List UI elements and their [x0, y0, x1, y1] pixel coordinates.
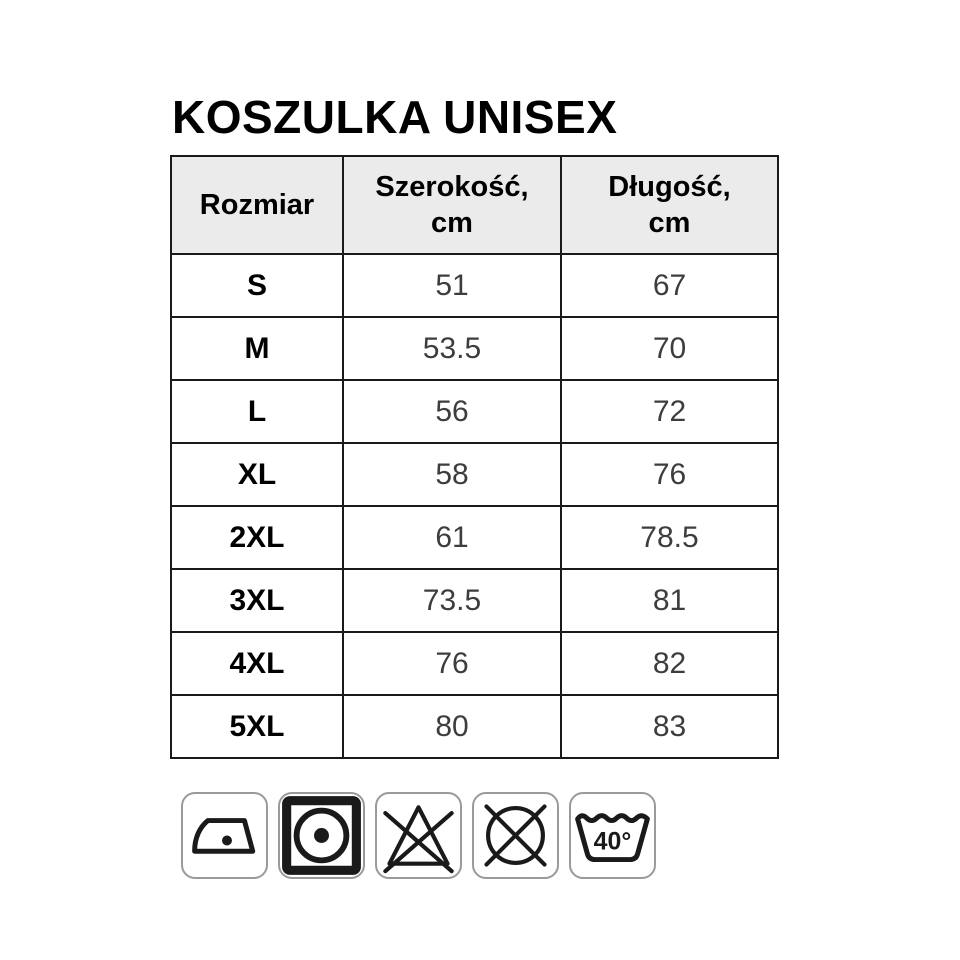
length-cell: 70	[561, 317, 778, 380]
table-row	[171, 254, 778, 317]
do-not-bleach-icon	[375, 792, 462, 879]
table-row	[171, 380, 778, 443]
table-row	[171, 443, 778, 506]
size-cell: M	[171, 317, 343, 380]
table-row	[171, 569, 778, 632]
table-row	[171, 317, 778, 380]
width-cell: 51	[343, 254, 561, 317]
size-cell: 5XL	[171, 695, 343, 758]
size-cell: 4XL	[171, 632, 343, 695]
length-cell: 83	[561, 695, 778, 758]
size-cell: S	[171, 254, 343, 317]
page-title: KOSZULKA UNISEX	[172, 91, 618, 143]
width-cell: 53.5	[343, 317, 561, 380]
table-row	[171, 632, 778, 695]
width-cell: 61	[343, 506, 561, 569]
size-table	[170, 155, 779, 759]
width-cell: 80	[343, 695, 561, 758]
care-icons-row	[181, 792, 656, 879]
table-header-row	[171, 156, 778, 254]
column-header-length-label: Długość,	[608, 170, 731, 203]
length-cell: 78.5	[561, 506, 778, 569]
column-header-length	[561, 156, 778, 254]
column-header-length-unit: cm	[648, 207, 691, 239]
size-cell: L	[171, 380, 343, 443]
size-cell: XL	[171, 443, 343, 506]
width-cell: 76	[343, 632, 561, 695]
column-header-size	[171, 156, 343, 254]
wash-temperature-label: 40°	[593, 827, 632, 856]
column-header-size-label: Rozmiar	[199, 188, 315, 221]
size-cell: 2XL	[171, 506, 343, 569]
do-not-dry-clean-icon	[472, 792, 559, 879]
length-cell: 72	[561, 380, 778, 443]
wash-40-degrees-icon	[569, 792, 656, 879]
length-cell: 76	[561, 443, 778, 506]
width-cell: 73.5	[343, 569, 561, 632]
table-row	[171, 695, 778, 758]
column-header-width-label: Szerokość,	[375, 170, 529, 203]
length-cell: 82	[561, 632, 778, 695]
size-cell: 3XL	[171, 569, 343, 632]
length-cell: 67	[561, 254, 778, 317]
table-row	[171, 506, 778, 569]
length-cell: 81	[561, 569, 778, 632]
width-cell: 56	[343, 380, 561, 443]
column-header-width-unit: cm	[431, 207, 473, 239]
column-header-width	[343, 156, 561, 254]
tumble-dry-icon	[278, 792, 365, 879]
iron-low-temperature-icon	[181, 792, 268, 879]
width-cell: 58	[343, 443, 561, 506]
